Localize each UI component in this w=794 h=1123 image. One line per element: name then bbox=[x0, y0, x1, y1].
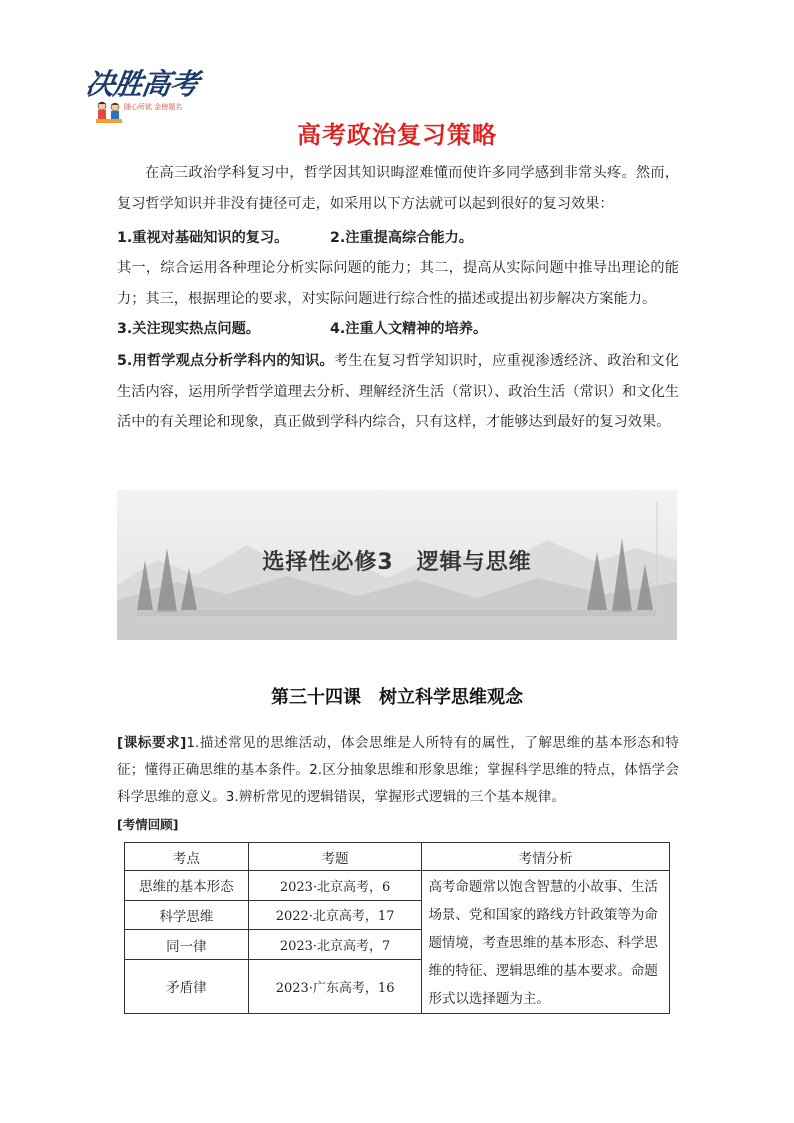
section-banner bbox=[117, 490, 677, 640]
tip-detail: 其一，综合运用各种理论分析实际问题的能力；其二，提高从实际问题中推导出理论的能力；其三，根据理论的要求，对实际问题进行综合性的描述或提出初步解决方案能力。 bbox=[117, 260, 679, 307]
exam-cell: 2022·北京高考，17 bbox=[248, 900, 422, 930]
exam-cell: 2023·北京高考，7 bbox=[248, 930, 422, 960]
table-header: 考点 bbox=[125, 843, 249, 871]
tip-1: 1.重视对基础知识的复习。 bbox=[117, 230, 289, 246]
curriculum-standards bbox=[117, 730, 679, 811]
exam-review-table bbox=[124, 842, 670, 1014]
topic-cell: 同一律 bbox=[125, 930, 249, 960]
lesson-title: 第三十四课 树立科学思维观念 bbox=[271, 687, 523, 708]
tip-5 bbox=[117, 346, 679, 438]
logo-text: 决胜高考 bbox=[83, 67, 201, 101]
exam-cell: 2023·广东高考，16 bbox=[248, 959, 422, 1013]
exam-cell: 2023·北京高考，6 bbox=[248, 871, 422, 901]
tip-4: 4.注重人文精神的培养。 bbox=[330, 321, 488, 337]
standards-text: 1.描述常见的思维活动，体会思维是人所特有的属性，了解思维的基本形态和特征；懂得正确思维的基本条件。2.区分抽象思维和形象思维；掌握科学思维的特点，体悟学会科学思维的意义。3.辨析常见的逻辑错误，掌握形式逻辑的三个基本规律。 bbox=[117, 735, 679, 805]
logo-subtext: 随心所欲 金榜题名 bbox=[124, 103, 183, 111]
tip-5-label: 5.用哲学观点分析学科内的知识。 bbox=[117, 353, 334, 369]
topic-cell: 科学思维 bbox=[125, 900, 249, 930]
analysis-cell: 高考命题常以饱含智慧的小故事、生活场景、党和国家的路线方针政策等为命题情境，考查思维的基本形态、科学思维的特征、逻辑思维的基本要求。命题形式以选择题为主。 bbox=[422, 871, 670, 1014]
review-label: [考情回顾] bbox=[117, 817, 179, 832]
intro-paragraph: 在高三政治学科复习中，哲学因其知识晦涩难懂而使许多同学感到非常头疼。然而，复习哲学知识并非没有捷径可走，如采用以下方法就可以起到很好的复习效果： bbox=[117, 165, 679, 212]
page-title: 高考政治复习策略 bbox=[297, 121, 497, 149]
table-header: 考情分析 bbox=[422, 843, 670, 871]
banner-title: 选择性必修3 逻辑与思维 bbox=[262, 550, 532, 575]
table-row bbox=[125, 871, 670, 901]
topic-cell: 思维的基本形态 bbox=[125, 871, 249, 901]
table-header: 考题 bbox=[248, 843, 422, 871]
tip-3: 3.关注现实热点问题。 bbox=[117, 321, 260, 337]
tip-5-text: 考生在复习哲学知识时，应重视渗透经济、政治和文化生活内容，运用所学哲学道理去分析、理解经济生活（常识）、政治生活（常识）和文化生活中的有关理论和现象，真正做到学科内综合，只有这样，才能够达到最好的复习效果。 bbox=[117, 353, 679, 431]
standards-label: [课标要求] bbox=[117, 735, 187, 751]
tip-2: 2.注重提高综合能力。 bbox=[330, 230, 473, 246]
table-header-row bbox=[125, 843, 670, 871]
topic-cell: 矛盾律 bbox=[125, 959, 249, 1013]
